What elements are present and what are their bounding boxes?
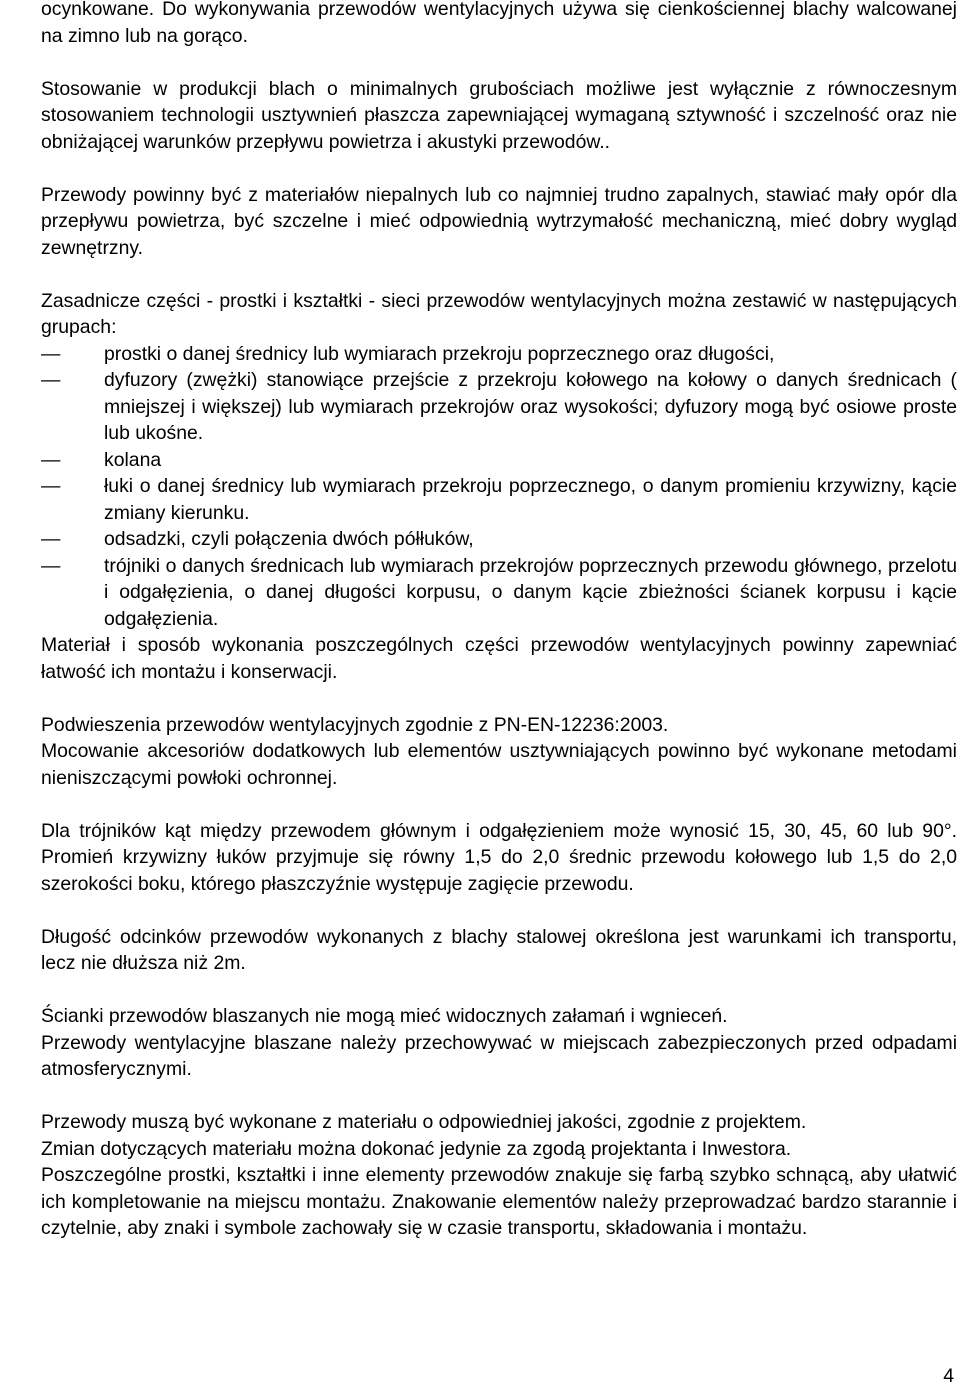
list-item-text: odsadzki, czyli połączenia dwóch półłuków, bbox=[104, 528, 474, 550]
paragraph: Zasadnicze części - prostki i kształtki - sieci przewodów wentylacyjnych można zestawić w następujących grupach: bbox=[41, 289, 957, 338]
paragraph: Przewody muszą być wykonane z materiału o odpowiedniej jakości, zgodnie z projektem. bbox=[41, 1111, 807, 1133]
paragraph: Materiał i sposób wykonania poszczególnych części przewodów wentylacyjnych powinny zapewniać łatwość ich montażu i konserwacji. bbox=[41, 634, 957, 683]
dash-bullet: — bbox=[41, 448, 61, 471]
dash-bullet: — bbox=[41, 369, 61, 391]
document-page bbox=[41, 0, 957, 1242]
paragraph: Długość odcinków przewodów wykonanych z blachy stalowej określona jest warunkami ich transportu, lecz nie dłuższa niż 2m. bbox=[41, 925, 957, 974]
page-number: 4 bbox=[943, 1365, 954, 1387]
dash-bullet: — bbox=[41, 475, 61, 497]
list-item bbox=[41, 553, 957, 633]
dash-bullet: — bbox=[41, 554, 61, 577]
list-item-text: prostki o danej średnicy lub wymiarach przekroju poprzecznego oraz długości, bbox=[104, 342, 775, 365]
element-groups-list bbox=[41, 341, 957, 633]
paragraph: Zmian dotyczących materiału można dokonać jedynie za zgodą projektanta i Inwestora. bbox=[41, 1137, 792, 1160]
paragraph: Przewody wentylacyjne blaszane należy przechowywać w miejscach zabezpieczonych przed odpadami atmosferycznymi. bbox=[41, 1031, 957, 1080]
list-item bbox=[41, 447, 957, 474]
list-item bbox=[41, 367, 957, 447]
list-item-text: łuki o danej średnicy lub wymiarach przekroju poprzecznego, o danym promieniu krzywizny, kącie zmiany kierunku. bbox=[104, 475, 957, 524]
dash-bullet: — bbox=[41, 342, 61, 365]
paragraph: Podwieszenia przewodów wentylacyjnych zgodnie z PN-EN-12236:2003. bbox=[41, 713, 669, 736]
list-item-text: trójniki o danych średnicach lub wymiarach przekrojów poprzecznych przewodu głównego, przelotu i odgałęzienia, o danej długości korpusu, o danym kącie zbieżności ścianek korpusu i kącie odgałęzienia. bbox=[104, 554, 957, 630]
paragraph: ocynkowane. Do wykonywania przewodów wentylacyjnych używa się cienkościennej blachy walcowanej na zimno lub na gorąco. bbox=[41, 0, 957, 47]
list-item bbox=[41, 341, 957, 368]
list-item bbox=[41, 473, 957, 526]
list-item-text: dyfuzory (zwężki) stanowiące przejście z przekroju kołowego na kołowy o danych średnicach ( mniejszej i większej) lub wymiarach przekrojów oraz wysokości; dyfuzory mogą być osiowe proste lub ukośne. bbox=[104, 369, 957, 444]
dash-bullet: — bbox=[41, 528, 61, 550]
paragraph: Ścianki przewodów blaszanych nie mogą mieć widocznych załamań i wgnieceń. bbox=[41, 1005, 728, 1027]
paragraph: Mocowanie akcesoriów dodatkowych lub elementów usztywniających powinno być wykonane metodami nieniszczącymi powłoki ochronnej. bbox=[41, 740, 957, 789]
paragraph: Stosowanie w produkcji blach o minimalnych grubościach możliwe jest wyłącznie z równoczesnym stosowaniem technologii usztywnień płaszcza zapewniającej wymaganą sztywność i szczelność oraz nie obniżającej warunków przepływu powietrza i akustyki przewodów.. bbox=[41, 77, 957, 153]
paragraph: Poszczególne prostki, kształtki i inne elementy przewodów znakuje się farbą szybko schnącą, aby ułatwić ich kompletowanie na miejscu montażu. Znakowanie elementów należy przeprowadzać bardzo starannie i czytelnie, aby znaki i symbole zachowały się w czasie transportu, składowania i montażu. bbox=[41, 1164, 957, 1239]
list-item-text: kolana bbox=[104, 448, 162, 471]
paragraph: Przewody powinny być z materiałów niepalnych lub co najmniej trudno zapalnych, stawiać mały opór dla przepływu powietrza, być szczelne i mieć odpowiednią wytrzymałość mechaniczną, mieć dobry wygląd zewnętrzny. bbox=[41, 183, 957, 259]
paragraph: Dla trójników kąt między przewodem głównym i odgałęzieniem może wynosić 15, 30, 45, 60 lub 90°. Promień krzywizny łuków przyjmuje się równy 1,5 do 2,0 średnic przewodu kołowego lub 1,5 do 2,0 szerokości boku, którego płaszczyźnie występuje zagięcie przewodu. bbox=[41, 819, 957, 895]
list-item bbox=[41, 526, 957, 553]
